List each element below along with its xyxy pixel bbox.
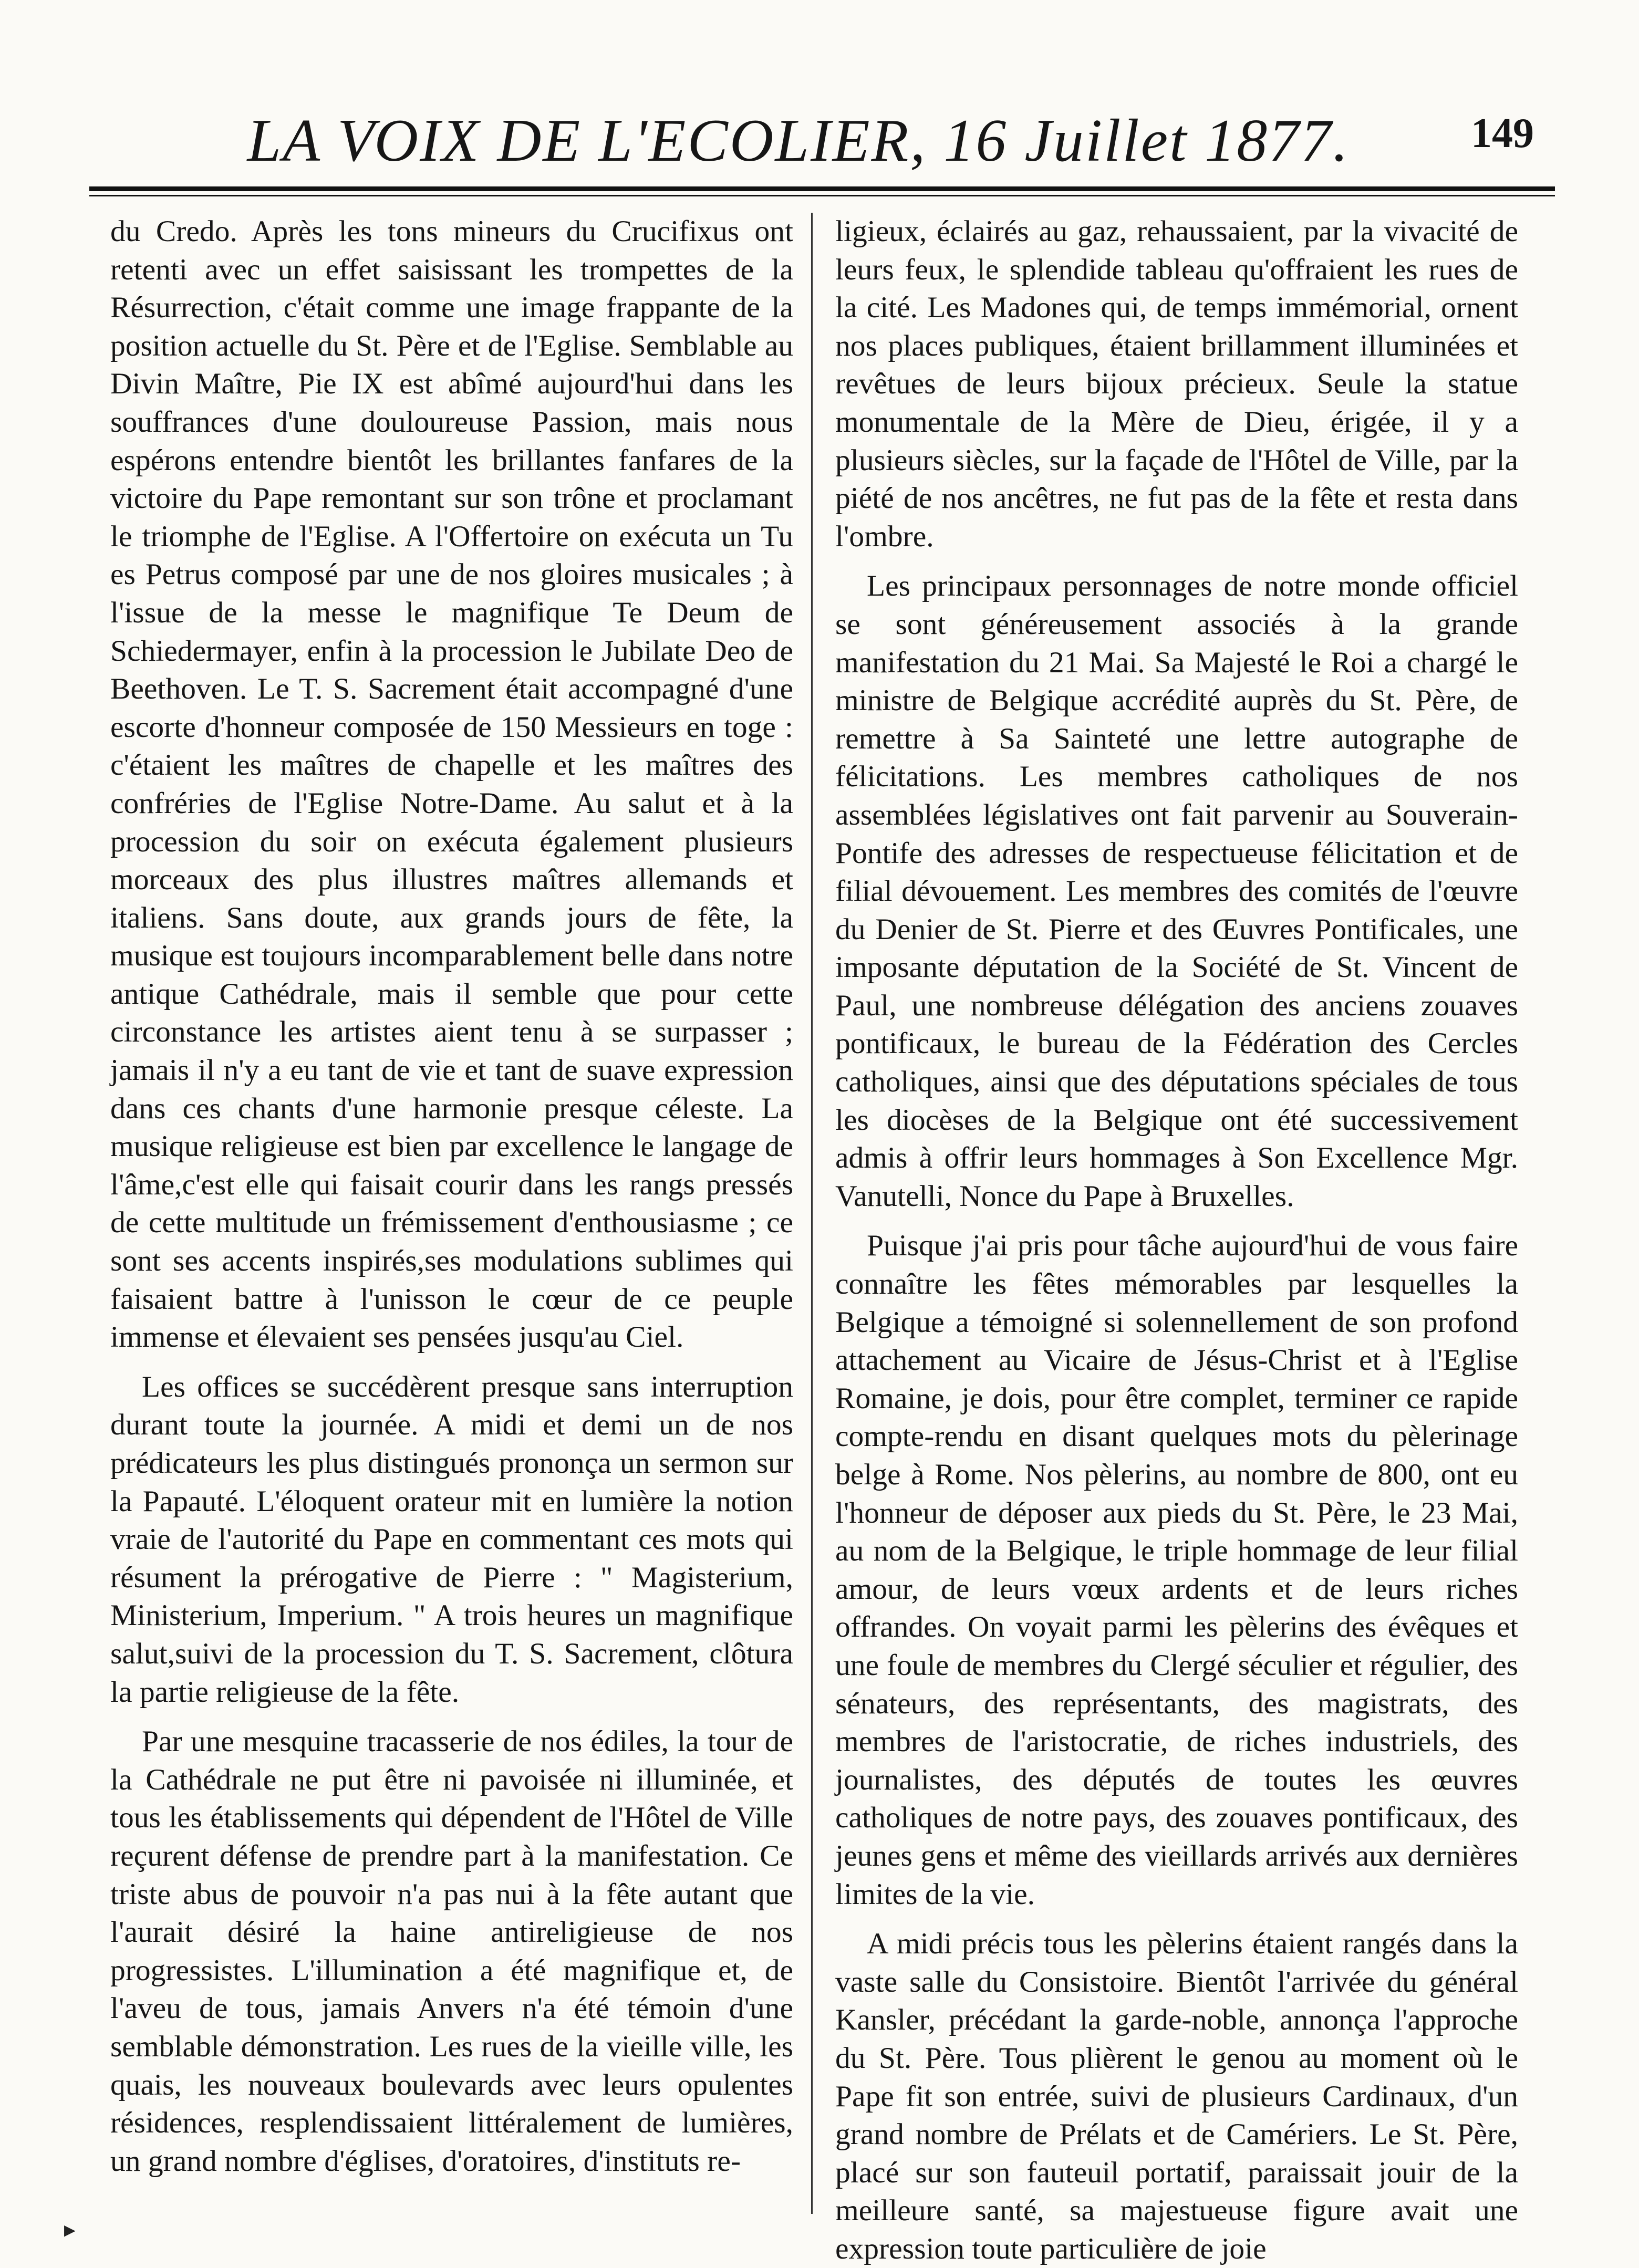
paragraph: Par une mesquine tracasserie de nos édiles, la tour de la Cathédrale ne put être ni pavoisée ni illuminée, et tous les établissements qui dépendent de l'Hôtel de Ville reçurent défense de prendre part à la manifestation. Ce triste abus de pouvoir n'a pas nui à la fête autant que l'aurait désiré la haine antireligieuse de nos progressistes. L'illumination a été magnifique et, de l'aveu de tous, jamais Anvers n'a été témoin d'une semblable démonstration. Les rues de la vieille ville, les quais, les nouveaux boulevards avec leurs opulentes résidences, resplendissaient littéralement de lumières, un grand nombre d'églises, d'oratoires, d'instituts re- <box>110 1725 793 2178</box>
right-column <box>835 213 1518 2265</box>
page-header <box>89 79 1555 184</box>
corner-mark-icon: ► <box>60 2220 79 2241</box>
paragraph: ligieux, éclairés au gaz, rehaussaient, par la vivacité de leurs feux, le splendide tableau qu'offraient les rues de la cité. Les Madones qui, de temps immémorial, ornent nos places publiques, étaient brillamment illuminées et revêtues de leurs bijoux précieux. Seule la statue monumentale de la Mère de Dieu, érigée, il y a plusieurs siècles, sur la façade de l'Hôtel de Ville, par la piété de nos ancêtres, ne fut pas de la fête et resta dans l'ombre. <box>835 215 1518 553</box>
paragraph: Les principaux personnages de notre monde officiel se sont généreusement associés à la grande manifestation du 21 Mai. Sa Majesté le Roi a chargé le ministre de Belgique accrédité auprès du St. Père, de remettre à Sa Sainteté une lettre autographe de félicitations. Les membres catholiques de nos assemblées législatives ont fait parvenir au Souverain-Pontife des adresses de respectueuse félicitation et de filial dévouement. Les membres des comités de l'œuvre du Denier de St. Pierre et des Œuvres Pontificales, une imposante députation de la Société de St. Vincent de Paul, une nombreuse délégation des anciens zouaves pontificaux, le bureau de la Fédération des Cercles catholiques, ainsi que des députations spéciales de tous les diocèses de la Belgique ont été successivement admis à offrir leurs hommages à Son Excellence Mgr. Vanutelli, Nonce du Pape à Bruxelles. <box>835 569 1518 1213</box>
paragraph: Puisque j'ai pris pour tâche aujourd'hui de vous faire connaître les fêtes mémorables par lesquelles la Belgique a témoigné si solennellement de son profond attachement au Vicaire de Jésus-Christ et à l'Eglise Romaine, je dois, pour être complet, terminer ce rapide compte-rendu en disant quelques mots du pèlerinage belge à Rome. Nos pèlerins, au nombre de 800, ont eu l'honneur de déposer aux pieds du St. Père, le 23 Mai, au nom de la Belgique, le triple hommage de leur filial amour, de leurs vœux ardents et de leurs riches offrandes. On voyait parmi les pèlerins des évêques et une foule de membres du Clergé séculier et régulier, des sénateurs, des représentants, des magistrats, des membres de l'aristocratie, de riches industriels, des journalistes, des députés de toutes les œuvres catholiques de notre pays, des zouaves pontificaux, des jeunes gens et même des vieillards arrivés aux dernières limites de la vie. <box>835 1229 1518 1911</box>
header-rule <box>89 186 1555 196</box>
paragraph: A midi précis tous les pèlerins étaient rangés dans la vaste salle du Consistoire. Bientôt l'arrivée du général Kansler, précédant la garde-noble, annonça l'approche du St. Père. Tous plièrent le genou au moment où le Pape fit son entrée, suivi de plusieurs Cardinaux, d'un grand nombre de Prélats et de Camériers. Le St. Père, placé sur son fauteuil portatif, paraissait jouir de la meilleure santé, sa majestueuse figure avait une expression toute particulière de joie <box>835 1927 1518 2265</box>
paragraph: Les offices se succédèrent presque sans interruption durant toute la journée. A midi et demi un de nos prédicateurs les plus distingués prononça un sermon sur la Papauté. L'éloquent orateur mit en lumière la notion vraie de l'autorité du Pape en commentant ces mots qui résument la prérogative de Pierre : " Magisterium, Ministerium, Imperium. " A trois heures un magnifique salut,suivi de la procession du T. S. Sacrement, clôtura la partie religieuse de la fête. <box>110 1370 793 1709</box>
column-divider <box>811 213 813 2214</box>
paragraph: du Credo. Après les tons mineurs du Crucifixus ont retenti avec un effet saisissant les trompettes de la Résurrection, c'était comme une image frappante de la position actuelle du St. Père et de l'Eglise. Semblable au Divin Maître, Pie IX est abîmé aujourd'hui dans les souffrances d'une douloureuse Passion, mais nous espérons entendre bientôt les brillantes fanfares de la victoire du Pape remontant sur son trône et proclamant le triomphe de l'Eglise. A l'Offertoire on exécuta un Tu es Petrus composé par une de nos gloires musicales ; à l'issue de la messe le magnifique Te Deum de Schiedermayer, enfin à la procession le Jubilate Deo de Beethoven. Le T. S. Sacrement était accompagné d'une escorte d'honneur composée de 150 Messieurs en toge : c'étaient les maîtres de chapelle et les maîtres des confréries de l'Eglise Notre-Dame. Au salut et à la procession du soir on exécuta également plusieurs morceaux des plus illustres maîtres allemands et italiens. Sans doute, aux grands jours de fête, la musique est toujours incomparablement belle dans notre antique Cathédrale, mais il semble que pour cette circonstance les artistes aient tenu à se surpasser ; jamais il n'y a eu tant de vie et tant de suave expression dans ces chants d'une harmonie presque céleste. La musique religieuse est bien par excellence le langage de l'âme,c'est elle qui faisait courir dans les rangs pressés de cette multitude un frémissement d'enthousiasme ; ce sont ses accents inspirés,ses modulations sublimes qui faisaient battre à l'unisson le cœur de ce peuple immense et élevaient ses pensées jusqu'au Ciel. <box>110 215 793 1354</box>
page-number: 149 <box>1471 110 1534 157</box>
masthead-title: LA VOIX DE L'ECOLIER, 16 Juillet 1877. <box>247 107 1350 174</box>
left-column <box>110 213 793 2219</box>
